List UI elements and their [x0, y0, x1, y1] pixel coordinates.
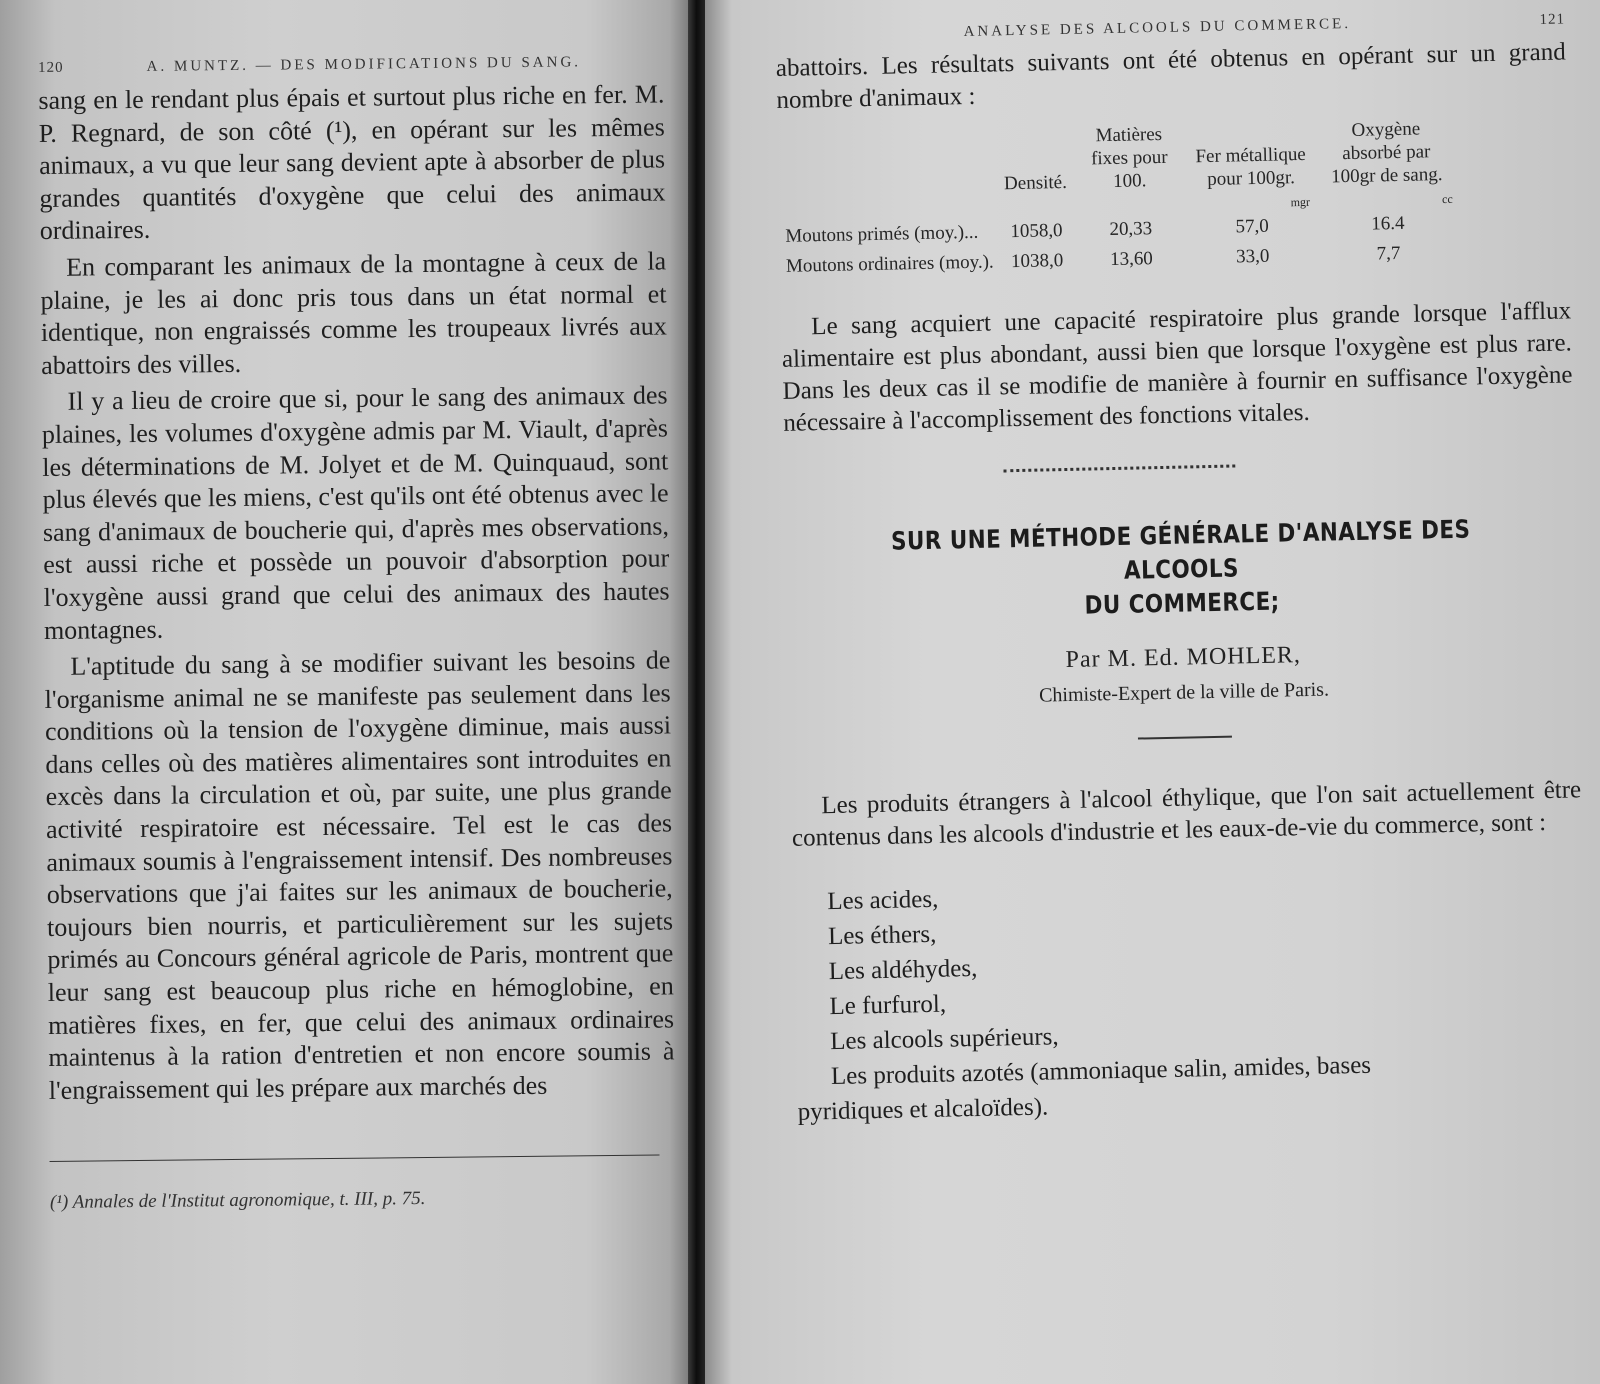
- table-header-cell: Oxygène absorbé par 100gr de sang.: [1330, 118, 1443, 188]
- table-unit-cell: mgr: [1290, 194, 1311, 210]
- table-header-cell: [777, 126, 998, 200]
- table-cell: Moutons ordinaires (moy.).: [785, 251, 994, 277]
- footnote: (¹) Annales de l'Institut agronomique, t. III, p. 75.: [49, 1188, 426, 1214]
- table-header-row: [777, 117, 1458, 200]
- short-rule: [1138, 736, 1232, 740]
- blood-data-table: [777, 117, 1460, 282]
- table-unit-cell: [998, 194, 1073, 218]
- article-title-line-2: DU COMMERCE;: [1084, 586, 1280, 620]
- table-cell: 1038,0: [1010, 250, 1064, 273]
- table-cell: 57,0: [1235, 215, 1269, 238]
- right-conclusion-paragraph: Le sang acquiert une capacité respiratoire plus grande lorsque l'afflux alimentaire est plus abondant, aussi bien que lorsque l'oxygène est plus rare. Dans les deux cas il se modifie de manière à fournir en suffisance l'oxygène nécessaire à l'accomplissement des fonctions vitales.: [781, 297, 1573, 437]
- right-running-title: ANALYSE DES ALCOOLS DU COMMERCE.: [963, 15, 1352, 41]
- right-page-content: [775, 11, 1588, 1129]
- left-running-head: [38, 53, 664, 77]
- table-header-cell: Densité.: [1003, 171, 1068, 195]
- list-item: Le furfurol,: [829, 990, 947, 1021]
- right-intro-paragraph: abattoirs. Les résultats suivants ont été obtenus en opérant sur un grand nombre d'animaux :: [775, 38, 1566, 114]
- left-page: [0, 0, 690, 1384]
- article-affiliation: Chimiste-Expert de la ville de Paris.: [1038, 678, 1330, 707]
- table-cell: 20,33: [1109, 218, 1153, 241]
- table-cell: 16.4: [1370, 212, 1405, 235]
- left-paragraph-3: Il y a lieu de croire que si, pour le sang des animaux des plaines, les volumes d'oxygène admis par M. Viault, d'après les déterminations de M. Jolyet et de M. Quinquaud, sont plus élevés que les miens, c'est qu'ils ont été obtenus avec le sang d'animaux de boucherie qui, d'après mes observations, est aussi riche et possède un pouvoir d'absorption pour l'oxygène aussi grand que celui des animaux des hautes montagnes.: [41, 380, 670, 645]
- table-cell: 13,60: [1109, 248, 1154, 271]
- footnote-rule: [50, 1155, 660, 1162]
- table-header-cell: Matières fixes pour 100.: [1090, 123, 1168, 192]
- table-cell: 7,7: [1376, 242, 1401, 265]
- left-running-title: A. MUNTZ. — DES MODIFICATIONS DU SANG.: [146, 54, 582, 75]
- list-item: [797, 1043, 1588, 1129]
- list-item-line-2: pyridiques et alcaloïdes).: [797, 1093, 1049, 1126]
- left-paragraph-2: En comparant les animaux de la montagne à ceux de la plaine, je les ai donc pris tous dans un état normal et identique, non engraissés comme les troupeaux livrés aux abattoirs des villes.: [40, 246, 667, 380]
- article-title-line-1: SUR UNE MÉTHODE GÉNÉRALE D'ANALYSE DES ALCOOLS: [890, 514, 1471, 585]
- list-item: Les éthers,: [827, 920, 937, 951]
- article-byline: Par M. Ed. MOHLER,: [1065, 642, 1302, 674]
- article-title: [841, 512, 1522, 628]
- table-cell: Moutons primés (moy.)...: [785, 221, 979, 247]
- left-page-number: 120: [38, 59, 64, 76]
- table-cell: 1058,0: [1010, 220, 1063, 243]
- table-cell: 33,0: [1235, 245, 1270, 268]
- impurities-list: [793, 868, 1588, 1129]
- table-unit-cell: cc: [1441, 191, 1453, 207]
- right-page-number: 121: [1539, 11, 1566, 28]
- list-item-line-1: Les produits azotés (ammoniaque salin, amides, bases: [830, 1051, 1372, 1091]
- table-unit-cell: [1073, 191, 1187, 215]
- left-page-content: [38, 53, 676, 1214]
- left-paragraph-4: L'aptitude du sang à se modifier suivant les besoins de l'organisme animal ne se manifeste pas seulement dans les conditions où la tension de l'oxygène diminue, mais aussi dans celles où des matières alimentaires sont introduites en excès dans la circulation et où, par suite, une plus grande activité respiratoire est nécessaire. Tel est le cas des animaux soumis à l'engraissement intensif. Des nombreuses observations que j'ai faites sur les animaux de boucherie, toujours bien nourris, et particulièrement sur les sujets primés au Concours général agricole de Paris, montrent que leur sang est beaucoup plus riche en hémoglobine, en matières fixes, en fer, que celui des animaux ordinaires maintenus à la ration d'entretien et non encore soumis à l'engraissement qui les prépare aux marchés des: [44, 645, 675, 1105]
- table-header-cell: Fer métallique pour 100gr.: [1195, 143, 1306, 190]
- right-page: [705, 0, 1600, 1384]
- left-paragraph-1: sang en le rendant plus épais et surtout plus riche en fer. M. P. Regnard, de son côté (¹), en opérant sur les mêmes animaux, a vu que leur sang devient apte à absorber de plus grandes quantités d'oxygène que celui des animaux ordinaires.: [38, 79, 666, 246]
- article-intro-paragraph: Les produits étrangers à l'alcool éthylique, que l'on sait actuellement être contenus dans les alcools d'industrie et les eaux-de-vie du commerce, sont :: [791, 776, 1582, 852]
- list-item: Les alcools supérieurs,: [829, 1023, 1059, 1056]
- dotted-separator: [1003, 464, 1235, 472]
- list-item: Les aldéhydes,: [828, 954, 978, 986]
- list-item: Les acides,: [827, 885, 939, 916]
